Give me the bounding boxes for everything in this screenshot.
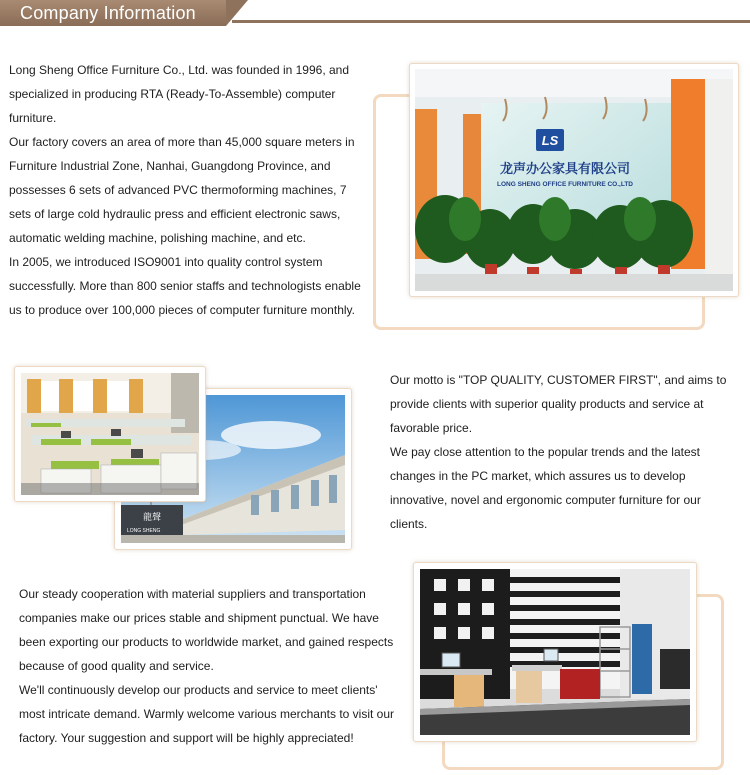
intro-text bbox=[9, 58, 364, 322]
intro-paragraph: In 2005, we introduced ISO9001 into quality control system successfully. More than 800 senior staffs and technologists enable us to produce over 100,000 pieces of computer furniture monthly. bbox=[9, 255, 361, 317]
cooperation-paragraph: Our steady cooperation with material suppliers and transportation companies make our prices stable and shipment punctual. We have been exporting our products to worldwide market, and gained respects because of good quality and service. bbox=[19, 587, 394, 673]
motto-paragraph: Our motto is "TOP QUALITY, CUSTOMER FIRST", and aims to provide clients with superior quality products and service at favorable price. bbox=[390, 373, 727, 435]
cooperation-text bbox=[19, 582, 404, 750]
section-header bbox=[0, 0, 750, 26]
photo-card bbox=[409, 63, 739, 297]
showroom-photo bbox=[420, 569, 690, 735]
page-title: Company Information bbox=[20, 3, 196, 23]
factory-sign-cn: 龍聲 bbox=[143, 513, 162, 523]
company-logo-text: LS bbox=[541, 133, 559, 148]
motto-text bbox=[390, 368, 740, 536]
motto-paragraph: We pay close attention to the popular trends and the latest changes in the PC market, which assures us to develop innovative, novel and ergonomic computer furniture for our clients. bbox=[390, 445, 701, 531]
cooperation-paragraph: We'll continuously develop our products and service to meet clients' most intricate demand. Warmly welcome various merchants to visit our factory. Your suggestion and support will be highly appreciated! bbox=[19, 683, 395, 745]
company-name-en: LONG SHENG OFFICE FURNITURE CO.,LTD bbox=[496, 181, 634, 188]
factory-sign-en: LONG SHENG bbox=[127, 528, 161, 534]
intro-paragraph: Our factory covers an area of more than 45,000 square meters in Furniture Industrial Zone, Nanhai, Guangdong Province, and possesses 6 sets of advanced PVC thermoforming machines, 7 sets of large cold hydraulic press and efficient electronic saws, automatic welding machine, polishing machine, and etc. bbox=[9, 135, 355, 245]
photo-card bbox=[413, 562, 697, 742]
office-workstations-photo bbox=[21, 373, 199, 495]
header-divider bbox=[232, 20, 750, 23]
reception-photo bbox=[415, 69, 733, 291]
intro-paragraph: Long Sheng Office Furniture Co., Ltd. was founded in 1996, and specialized in producing RTA (Ready-To-Assemble) computer furniture. bbox=[9, 63, 350, 125]
company-name-cn: 龙声办公家具有限公司 bbox=[499, 162, 631, 177]
photo-card bbox=[14, 366, 206, 502]
